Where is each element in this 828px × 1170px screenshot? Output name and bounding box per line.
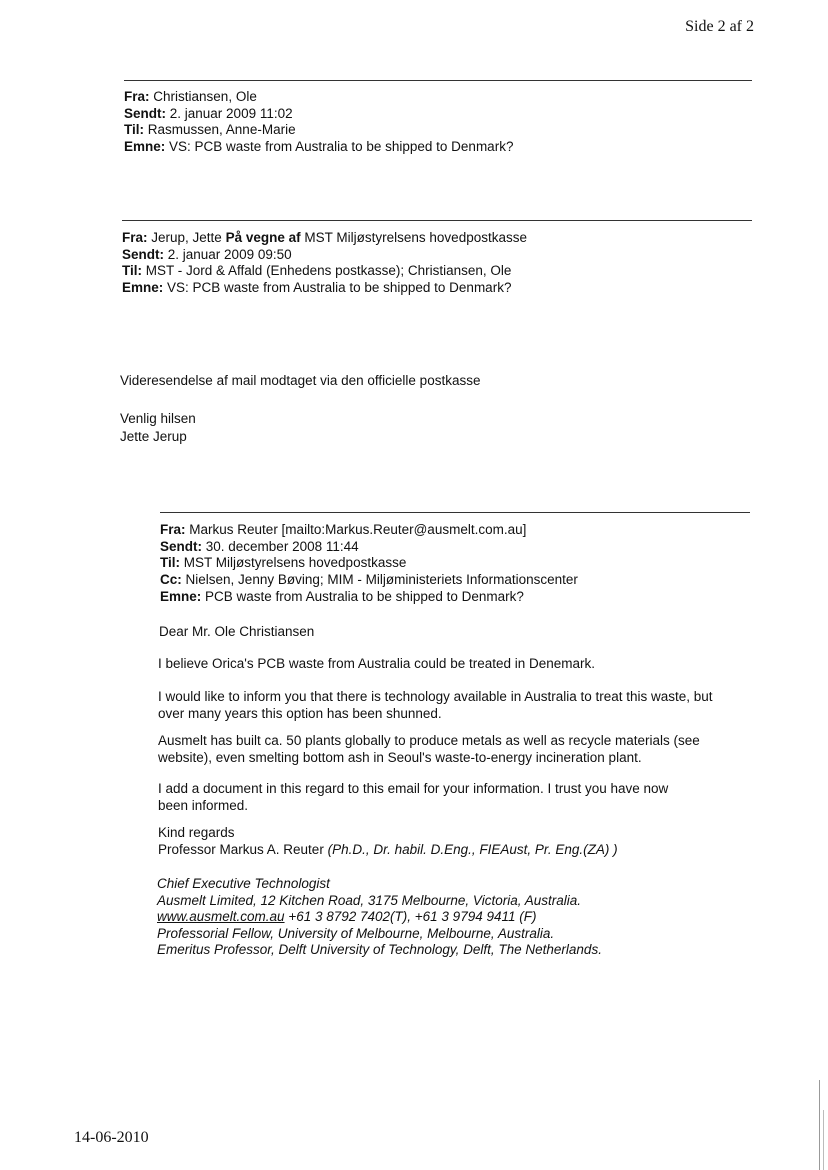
- on-behalf-value: MST Miljøstyrelsens hovedpostkasse: [304, 230, 527, 245]
- subject-label: Emne:: [160, 588, 202, 604]
- on-behalf-label: På vegne af: [225, 230, 301, 245]
- paragraph-line: been informed.: [158, 797, 249, 813]
- salutation: Dear Mr. Ole Christiansen: [159, 624, 315, 639]
- from-value: Christiansen, Ole: [153, 89, 257, 104]
- sig-fellow: Professorial Fellow, University of Melbourne, Melbourne, Australia.: [157, 925, 555, 941]
- separator-line: [124, 80, 752, 81]
- closing: Kind regards: [158, 825, 235, 840]
- signature-block-2: [120, 410, 196, 446]
- paragraph-3: [158, 733, 700, 766]
- from-label: Fra:: [122, 230, 148, 245]
- sig-address: Ausmelt Limited, 12 Kitchen Road, 3175 Melbourne, Victoria, Australia.: [157, 892, 581, 908]
- sig-emeritus: Emeritus Professor, Delft University of Technology, Delft, The Netherlands.: [157, 942, 602, 957]
- subject-value: PCB waste from Australia to be shipped to Denmark?: [205, 588, 524, 604]
- to-label: Til:: [124, 122, 144, 138]
- cc-value: Nielsen, Jenny Bøving; MIM - Miljøministeriets Informationscenter: [185, 572, 578, 588]
- website-link[interactable]: www.ausmelt.com.au: [157, 909, 285, 924]
- subject-value: VS: PCB waste from Australia to be shipped to Denmark?: [169, 139, 514, 155]
- body-text: Videresendelse af mail modtaget via den officielle postkasse: [120, 373, 481, 388]
- cc-label: Cc:: [160, 572, 182, 588]
- to-value: MST - Jord & Affald (Enhedens postkasse); Christiansen, Ole: [145, 263, 512, 279]
- paragraph-line: I would like to inform you that there is technology available in Australia to treat this waste, but: [158, 689, 713, 704]
- to-value: Rasmussen, Anne-Marie: [147, 122, 296, 138]
- sent-label: Sendt:: [122, 246, 164, 262]
- paragraph-line: Ausmelt has built ca. 50 plants globally to produce metals as well as recycle materials (see: [158, 733, 700, 748]
- email-header-2: [122, 230, 527, 297]
- closing-block: [158, 825, 618, 858]
- page-number: Side 2 af 2: [685, 18, 754, 35]
- from-label: Fra:: [124, 89, 150, 104]
- from-value: Markus Reuter [mailto:Markus.Reuter@ausmelt.com.au]: [189, 522, 527, 537]
- separator-line: [160, 512, 750, 513]
- from-label: Fra:: [160, 522, 186, 537]
- sent-value: 2. januar 2009 11:02: [169, 105, 293, 121]
- scan-edge-mark: [819, 1080, 820, 1170]
- email-header-3: [160, 522, 578, 606]
- subject-value: VS: PCB waste from Australia to be shipped to Denmark?: [167, 280, 512, 296]
- sent-label: Sendt:: [124, 105, 166, 121]
- sig-phone: +61 3 8792 7402(T), +61 3 9794 9411 (F): [288, 909, 537, 924]
- sender-titles: (Ph.D., Dr. habil. D.Eng., FIEAust, Pr. Eng.(ZA) ): [327, 841, 618, 857]
- to-label: Til:: [160, 555, 180, 571]
- email-body-3: [159, 624, 314, 641]
- signature-name: Jette Jerup: [120, 429, 187, 444]
- greeting: Venlig hilsen: [120, 411, 196, 426]
- sent-value: 30. december 2008 11:44: [205, 538, 359, 554]
- paragraph-line: over many years this option has been shunned.: [158, 705, 442, 721]
- email-body-2: [120, 373, 480, 390]
- email-header-1: [124, 89, 513, 156]
- to-value: MST Miljøstyrelsens hovedpostkasse: [183, 555, 407, 571]
- signature-block-3: [157, 876, 602, 959]
- paragraph-2: [158, 689, 713, 722]
- scan-edge-mark: [823, 1110, 824, 1170]
- sender-name: Professor Markus A. Reuter: [158, 841, 324, 857]
- footer-date: 14-06-2010: [74, 1129, 149, 1146]
- to-label: Til:: [122, 263, 142, 279]
- from-value: Jerup, Jette: [151, 230, 222, 245]
- paragraph-line: I believe Orica's PCB waste from Australia could be treated in Denemark.: [158, 656, 596, 671]
- paragraph-line: I add a document in this regard to this email for your information. I trust you have now: [158, 781, 669, 796]
- separator-line: [122, 220, 752, 221]
- subject-label: Emne:: [124, 139, 166, 155]
- paragraph-line: website), even smelting bottom ash in Seoul's waste-to-energy incineration plant.: [158, 749, 642, 765]
- paragraph-1: [158, 656, 595, 673]
- paragraph-4: [158, 781, 668, 814]
- sig-title: Chief Executive Technologist: [157, 876, 330, 891]
- sent-value: 2. januar 2009 09:50: [167, 246, 292, 262]
- subject-label: Emne:: [122, 280, 164, 296]
- sent-label: Sendt:: [160, 538, 202, 554]
